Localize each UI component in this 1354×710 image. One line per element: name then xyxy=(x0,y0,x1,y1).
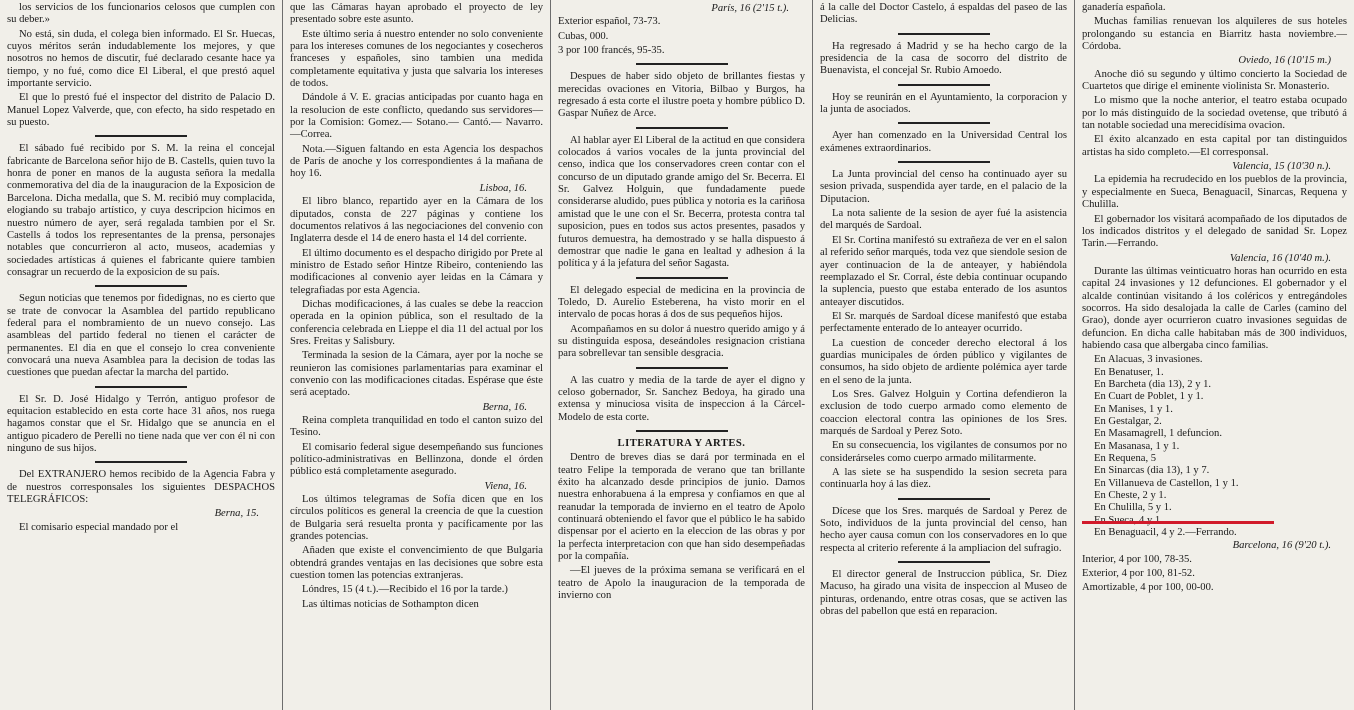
paragraph: La epidemia ha recrudecido en los pueblos de la provincia, y especialmente en Sueca, Benaguacil, Sinarcas, Requena y Chulilla. xyxy=(1082,174,1347,211)
paragraph: El Sr. marqués de Sardoal dícese manifestó que estaba perfectamente enterado de lo anteayer ocurrido. xyxy=(820,310,1067,335)
list-item: En Chulilla, 5 y 1. xyxy=(1094,502,1172,514)
paragraph: Terminada la sesion de la Cámara, ayer por la noche se reunieron las comisiones parlamentarias para examinar el convenio con las modificaciones citadas. Espérase que éste será aceptado. xyxy=(290,350,543,399)
paragraph: 3 por 100 francés, 95-35. xyxy=(558,45,665,57)
paragraph: Segun noticias que tenemos por fidedignas, no es cierto que se trate de convocar la Asamblea del partido republicano federal para el nombramiento de un nuevo consejo. Las asambleas del partido federal no tienen el carácter de permanentes. El dia en que el consejo lo crea conveniente convocará una nueva Asamblea para la decision de todas las cuestiones que puedan afectar la marcha del partido. xyxy=(7,293,275,379)
separator-rule xyxy=(898,122,990,124)
list-item: En Cheste, 2 y 1. xyxy=(1094,490,1167,502)
paragraph: Ayer han comenzado en la Universidad Central los exámenes extraordinarios. xyxy=(820,130,1067,154)
paragraph: El gobernador los visitará acompañado de los diputados de los indicados distritos y el delegado de sanidad Sr. Lopez Tarin.—Ferrando. xyxy=(1082,213,1347,250)
dateline: Viena, 16. xyxy=(484,480,527,492)
column-5 xyxy=(1074,0,1354,710)
dateline: Valencia, 15 (10'30 n.). xyxy=(1232,161,1331,173)
paragraph: Despues de haber sido objeto de brillantes fiestas y merecidas ovaciones en Vitoria, Bilbao y Burgos, ha regresado á esta corte el ilustre poeta y hombre público D. Gaspar Nuñez de Arce. xyxy=(558,71,805,120)
paragraph: A las siete se ha suspendido la sesion secreta para continuarla hoy á las diez. xyxy=(820,467,1067,491)
paragraph: ganadería española. xyxy=(1082,2,1166,13)
dateline: Berna, 15. xyxy=(214,508,259,520)
separator-rule xyxy=(95,285,187,287)
separator-rule xyxy=(636,277,728,279)
paragraph: á la calle del Doctor Castelo, á espaldas del paseo de las Delicias. xyxy=(820,2,1067,26)
separator-rule xyxy=(898,561,990,563)
paragraph: No está, sin duda, el colega bien informado. El Sr. Huecas, cuyos méritos serán indudablemente los mejores, y que nosotros no hemos de discutir, fué declarado cesante hace ya tiempo, y no fué, como dice El Liberal, el que prestó aquel importante servicio. xyxy=(7,28,275,90)
list-item: En Alacuas, 3 invasiones. xyxy=(1094,354,1203,366)
paragraph: El éxito alcanzado en esta capital por tan distinguidos artistas ha sido completo.—El corresponsal. xyxy=(1082,134,1347,158)
list-item: En Villanueva de Castellon, 1 y 1. xyxy=(1094,477,1239,489)
red-highlight-underline xyxy=(1082,521,1274,524)
paragraph: Ha regresado á Madrid y se ha hecho cargo de la presidencia de la casa de socorro del distrito de Buenavista, el concejal Sr. Rubio Amoedo. xyxy=(820,40,1067,77)
paragraph: Este último seria á nuestro entender no solo conveniente para los intereses comunes de los negociantes y cosecheros franceses y españoles, sino tambien una medida completamente equitativa y justa que salvaria los intereses de todos. xyxy=(290,28,543,90)
list-item: En Requena, 5 xyxy=(1094,453,1157,465)
paragraph: Los Sres. Galvez Holguin y Cortina defendieron la exclusion de todo cuerpo armado como elemento de coaccion electoral contra las opiniones de los Sres. marqués de Sardoal y Perez Soto. xyxy=(820,388,1067,437)
list-item: En Benatuser, 1. xyxy=(1094,366,1164,378)
paragraph: Amortizable, 4 por 100, 00-00. xyxy=(1082,582,1214,594)
paragraph: Reina completa tranquilidad en todo el canton suizo del Tesino. xyxy=(290,415,543,439)
paragraph: Lo mismo que la noche anterior, el teatro estaba ocupado por lo más distinguido de la sociedad ovetense, que tributó á tan notable sociedad una merecidísima ovacion. xyxy=(1082,95,1347,132)
list-item: En Gestalgar, 2. xyxy=(1094,416,1162,427)
separator-rule xyxy=(898,84,990,86)
paragraph: El sábado fué recibido por S. M. la reina el concejal fabricante de Barcelona señor hijo de B. Castells, quien tuvo la honra de poner en manos de la augusta señora la medalla conmemorativa del dia de la inauguracion de la Exposicion de Barcelona. Dicha medalla, que S. M. recibió muy complacida, elogiando su trabajo artístico, y cuya descripcion hicimos en nuestro número de ayer, será regalada tambien por el Sr. Castells á todos los representantes de la prensa, personajes notables que concurrieron al acto, museos, academias y sociedades artísticas á quienes el fabricante quiere tambien consagrar un recuerdo de la exposicion de su país. xyxy=(7,143,275,278)
dateline: Oviedo, 16 (10'15 m.) xyxy=(1238,55,1331,67)
separator-rule xyxy=(95,461,187,463)
separator-rule xyxy=(636,367,728,369)
column-2 xyxy=(282,0,550,710)
paragraph: El delegado especial de medicina en la provincia de Toledo, D. Aurelio Esteberena, ha visto morir en el intervalo de pocas horas á dos de sus pequeños hijos. xyxy=(558,284,805,321)
dateline: París, 16 (2'15 t.). xyxy=(711,3,789,14)
paragraph: Dándole á V. E. gracias anticipadas por cuanto haga en la resolucion de este conflicto, quedando sus servidores—por la Comision: Gomez.— Sotano.— Cantó.— Navarro.—Correa. xyxy=(290,92,543,141)
list-item: En Sinarcas (dia 13), 1 y 7. xyxy=(1094,465,1210,477)
paragraph: La cuestion de conceder derecho electoral á los guardias municipales de órden público y vigilantes de consumos, ha sido objeto de ardiente polémica ayer tarde en el seno de la junta. xyxy=(820,337,1067,386)
paragraph: Dícese que los Sres. marqués de Sardoal y Perez de Soto, individuos de la junta provincial del censo, han hecho ayer causa comun con los conservadores en lo que respecta al criterio referente á la ampliacion del sufragio. xyxy=(820,505,1067,554)
paragraph: Durante las últimas veinticuatro horas han ocurrido en esta capital 24 invasiones y 12 defunciones. El gobernador y el alcalde continúan visitando á los coléricos y entregándoles socorros. Ha sido desalojada la calle de Carles (camino del Grao), donde ayer ocurrieron cuatro invasiones seguidas de defuncion. En dicha calle habitaban más de 300 individuos, habiendo casa que albergaba cinco familias. xyxy=(1082,265,1347,351)
separator-rule xyxy=(636,127,728,129)
paragraph: los servicios de los funcionarios celosos que cumplen con su deber.» xyxy=(7,2,275,26)
column-4 xyxy=(812,0,1074,710)
column-1 xyxy=(0,0,282,710)
paragraph: Los últimos telegramas de Sofía dicen que en los círculos políticos es general la creencia de que la cuestion de Bulgaria será resuelta pronta y pacíficamente por las grandes potencias. xyxy=(290,494,543,543)
paragraph: En su consecuencia, los vigilantes de consumos por no considerárseles como cuerpo armado militarmente. xyxy=(820,440,1067,464)
paragraph: Interior, 4 por 100, 78-35. xyxy=(1082,553,1192,565)
dateline: Barcelona, 16 (9'20 t.). xyxy=(1232,540,1331,552)
paragraph: —El jueves de la próxima semana se verificará en el teatro de Apolo la inauguracion de la temporada de invierno con xyxy=(558,565,805,602)
list-item: En Masanasa, 1 y 1. xyxy=(1094,440,1180,452)
separator-rule xyxy=(898,498,990,500)
paragraph: El comisario federal sigue desempeñando sus funciones político-administrativas en Bellinzona, donde el órden público está completamente asegurado. xyxy=(290,441,543,478)
paragraph: Nota.—Siguen faltando en esta Agencia los despachos de París de anoche y los correspondientes á la mañana de hoy 16. xyxy=(290,143,543,180)
paragraph: El Sr. Cortina manifestó su extrañeza de ver en el salon al referido señor marqués, toda vez que siendole sesion de ayer continuacion de la de anteayer, y habiéndola reemplazado el Sr. Corral, éste debia continuar ocupando la suplencia, puesto que estaba enterado de los asuntos anteayer discutidos. xyxy=(820,234,1067,308)
paragraph: Anoche dió su segundo y último concierto la Sociedad de Cuartetos que dirige el eminente violinista Sr. Monasterio. xyxy=(1082,68,1347,93)
separator-rule xyxy=(636,63,728,65)
paragraph: Cubas, 000. xyxy=(558,30,609,42)
dateline: Valencia, 16 (10'40 m.). xyxy=(1229,252,1331,264)
separator-rule xyxy=(898,33,990,35)
dateline: Berna, 16. xyxy=(482,401,527,413)
separator-rule xyxy=(95,135,187,137)
list-item: En Cuart de Poblet, 1 y 1. xyxy=(1094,391,1204,403)
paragraph: Muchas familias renuevan los alquileres de sus hoteles prolongando su estancia en Biarritz hasta noviembre.—Córdoba. xyxy=(1082,16,1347,53)
paragraph: A las cuatro y media de la tarde de ayer el digno y celoso gobernador, Sr. Sanchez Bedoya, ha girado una extensa y minuciosa visita de inspeccion á la Cárcel-Modelo de esta corte. xyxy=(558,374,805,423)
paragraph: El director general de Instruccion pública, Sr. Diez Macuso, ha girado una visita de inspeccion al Museo de pinturas, ordenando, entre otras cosas, que se activen las obras del pabellon que está en reparacion. xyxy=(820,569,1067,618)
list-item: En Barcheta (dia 13), 2 y 1. xyxy=(1094,378,1212,390)
list-item: En Manises, 1 y 1. xyxy=(1094,403,1173,415)
separator-rule xyxy=(898,161,990,163)
paragraph: Añaden que existe el convencimiento de que Bulgaria obtendrá grandes ventajas en las decisiones que sobre esta cuestion tomen las potencias extranjeras. xyxy=(290,545,543,582)
paragraph: Del EXTRANJERO hemos recibido de la Agencia Fabra y de nuestros corresponsales los siguientes DESPACHOS TELEGRÁFICOS: xyxy=(7,469,275,506)
paragraph: La nota saliente de la sesion de ayer fué la asistencia del marqués de Sardoal. xyxy=(820,208,1067,232)
paragraph: Exterior, 4 por 100, 81-52. xyxy=(1082,568,1195,580)
separator-rule xyxy=(95,386,187,388)
paragraph: Exterior español, 73-73. xyxy=(558,16,661,28)
paragraph: Acompañamos en su dolor á nuestro querido amigo y á su distinguida esposa, deseándoles resignacion cristiana para sobrellevar tan sensible desgracia. xyxy=(558,323,805,360)
paragraph: La Junta provincial del censo ha continuado ayer su sesion privada, suspendida ayer tarde, en el palacio de la Diputacion. xyxy=(820,169,1067,205)
list-item: En Benaguacil, 4 y 2.—Ferrando. xyxy=(1094,527,1237,539)
paragraph: Dichas modificaciones, á las cuales se debe la reaccion operada en la opinion pública, son el resultado de la conferencia celebrada en Lieppe el dia 11 del actual por los Sres. Freitas y Salisbury. xyxy=(290,298,543,347)
list-item: En Masamagrell, 1 defuncion. xyxy=(1094,428,1222,440)
paragraph: Las últimas noticias de Sothampton dicen xyxy=(302,598,479,610)
paragraph: que las Cámaras hayan aprobado el proyecto de ley presentado sobre este asunto. xyxy=(290,2,543,26)
section-heading: LITERATURA Y ARTES. xyxy=(617,437,746,449)
paragraph: El comisario especial mandado por el xyxy=(19,521,179,533)
dateline: Lisboa, 16. xyxy=(479,182,527,194)
paragraph: Hoy se reunirán en el Ayuntamiento, la corporacion y la junta de asociados. xyxy=(820,91,1067,116)
paragraph: Lóndres, 15 (4 t.).—Recibido el 16 por la tarde.) xyxy=(302,584,508,596)
paragraph: Dentro de breves dias se dará por terminada en el teatro Felipe la temporada de verano que tan brillante éxito ha alcanzado desde principios de junio. Damos nuestra enhorabuena á la empresa y confiamos en que al reanudar la temporada de invierno en el teatro de Apolo continuará obteniendo el favor que el público le ha sabido dispensar por el acierto en la eleccion de las obras y por la perfecta interpretacion con que han sido desempeñadas por la compañía. xyxy=(558,452,805,563)
paragraph: El último documento es el despacho dirigido por Prete al ministro de Estado señor Hintze Ribeiro, conteniendo las modificaciones al convenio ayer leidas en la Cámara y telegrafiadas por esta Agencia. xyxy=(290,247,543,296)
paragraph: Al hablar ayer El Liberal de la actitud en que considera colocados á varios vocales de la junta provincial del censo, indica que los conservadores creen contar con el concurso de un diputado grande amigo del Sr. Becerra. El Sr. Galvez Holguin, que fundadamente puede considerarse aludido, pues pública y notoria es la cariñosa amistad que le une con el Sr. Becerra, protesta contra tal suposicion, pues en todos sus actos presentes, pasados y futuros demuestra, ha demostrado y se halla dispuesto á demostrar que nadie le gana en lealtad y adhesion á la política y á la jefatura del señor Sagasta. xyxy=(558,134,805,270)
paragraph: El Sr. D. José Hidalgo y Terrón, antiguo profesor de equitacion establecido en esta corte hace 31 años, nos ruega hagamos constar que el Sr. Hidalgo que se anuncia en el antiguo picadero de Perelli no tiene nada que ver con él ni con ninguno de sus hijos. xyxy=(7,393,275,454)
separator-rule xyxy=(636,430,728,432)
column-3 xyxy=(550,0,812,710)
paragraph: El libro blanco, repartido ayer en la Cámara de los diputados, consta de 227 páginas y contiene los documentos relativos á las negociaciones del convenio con Inglaterra desde el 14 de enero hasta el 14 del corriente. xyxy=(290,196,543,245)
paragraph: El que lo prestó fué el inspector del distrito de Palacio D. Manuel Lopez Valverde, que, con efecto, ha sido respetado en su puesto. xyxy=(7,92,275,129)
